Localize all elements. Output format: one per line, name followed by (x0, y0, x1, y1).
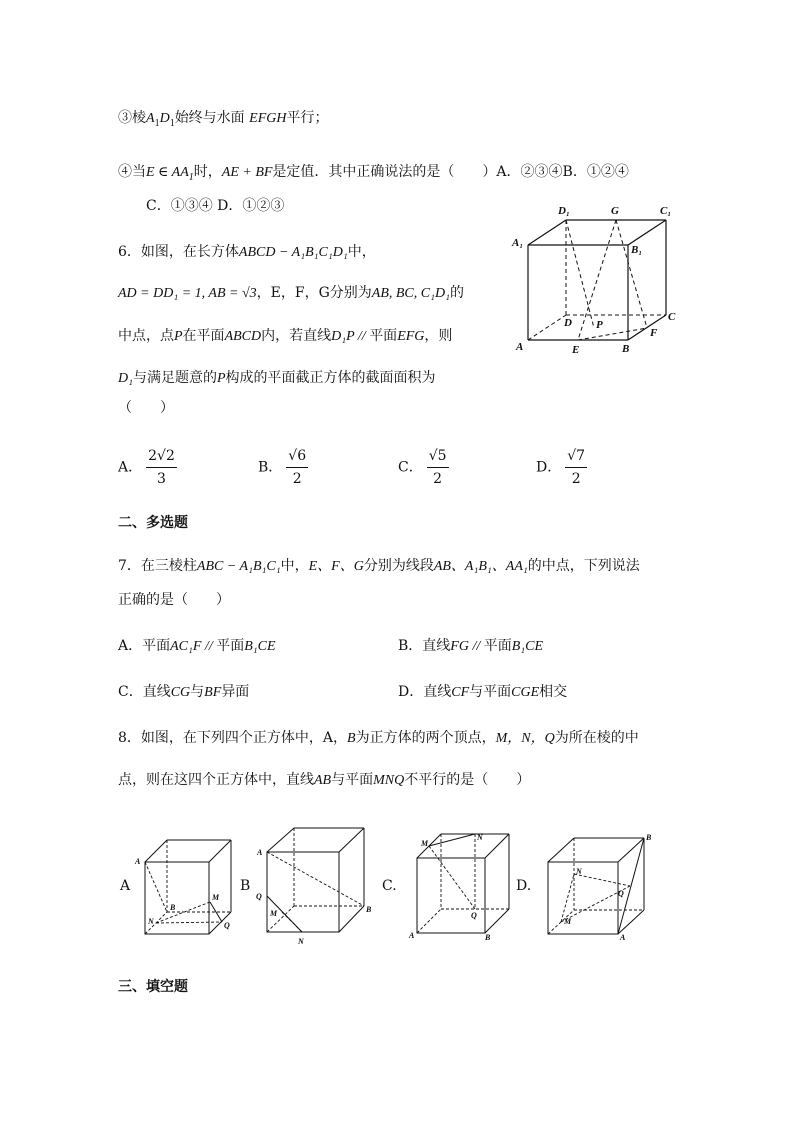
hidden-edge (156, 922, 222, 923)
q6-line2: AD = DD₁ = 1, AB = √3，E，F，G分别为AB, BC, C₁D₁的 (118, 285, 464, 301)
cube-label-d: D. (516, 878, 532, 894)
point-m: M (270, 909, 278, 918)
hidden-edge (417, 909, 441, 933)
q7-line2: 正确的是（ ） (118, 592, 230, 608)
cube-label-b: B (240, 878, 251, 894)
label-b: B (622, 343, 630, 355)
q6-figure (508, 200, 688, 360)
point-b: B (485, 933, 491, 942)
cube-label-c: C. (382, 878, 397, 894)
edge (628, 315, 666, 340)
label-a1: A₁ (512, 237, 524, 249)
point-a: A (135, 857, 141, 866)
hidden-edge (528, 315, 566, 340)
point-a: A (409, 931, 415, 940)
point-q: Q (256, 892, 262, 901)
q7-option-d: D．直线CF与平面CGE相交 (398, 684, 568, 700)
point-b: B (366, 905, 372, 914)
edge (339, 828, 364, 852)
label-c: C (668, 311, 676, 323)
edge (267, 828, 294, 852)
hidden-edge (574, 874, 630, 886)
point-n: N (477, 833, 483, 842)
edge (485, 834, 509, 858)
edge (210, 902, 222, 922)
item-4-cont: C．①③④ D．①②③ (146, 198, 285, 214)
point-n: N (298, 937, 304, 946)
q6-line5: （ ） (118, 400, 174, 416)
front-face (145, 862, 209, 934)
section-fill-in: 三、填空题 (118, 979, 188, 995)
q6-line3: 中点，点P在平面ABCD内，若直线D₁P // 平面EFG，则 (118, 328, 453, 344)
hidden-edge (145, 862, 167, 912)
q6-line1: 6．如图，在长方体ABCD − A₁B₁C₁D₁中， (118, 244, 376, 260)
hidden-edge (566, 220, 594, 328)
label-a: A (516, 341, 524, 353)
point-a: A (257, 848, 263, 857)
edge (485, 909, 509, 933)
point-q: Q (471, 911, 477, 920)
q8-line1: 8．如图，在下列四个正方体中，A，B为正方体的两个顶点，M，N，Q为所在棱的中 (118, 730, 639, 746)
cube-figure-b (252, 822, 377, 952)
point-q: Q (224, 921, 230, 930)
hidden-edge (429, 846, 475, 909)
q7-option-b: B．直线FG // 平面B₁CE (398, 638, 544, 654)
cube-figure-a (130, 830, 245, 940)
q6-option-a: A． $\frac{2√2}{3}$ (118, 448, 175, 487)
cube-label-a: A (120, 878, 131, 894)
label-p: P (596, 319, 603, 331)
item-3: ③棱$A_1D_1$始终与水面 EFGH平行； (118, 110, 329, 129)
label-c1: C₁ (660, 205, 672, 217)
q6-option-d: D． $\frac{√7}{2}$ (536, 448, 586, 487)
point-n: N (148, 917, 154, 926)
label-f: F (650, 327, 658, 339)
q7-option-a: A．平面AC₁F // 平面B₁CE (118, 638, 276, 654)
q8-line2: 点，则在这四个正方体中，直线AB与平面MNQ不平行的是（ ） (118, 772, 531, 788)
cube-figure-d (540, 828, 660, 943)
edge (618, 838, 644, 862)
cube-figure-c (405, 826, 515, 946)
label-d: D (564, 317, 572, 329)
hidden-edge (561, 874, 574, 922)
label-e: E (572, 344, 580, 356)
edge (339, 906, 364, 932)
q7-option-c: C．直线CG与BF异面 (118, 684, 250, 700)
point-q: Q (618, 889, 624, 898)
label-g: G (611, 205, 619, 217)
point-a: A (620, 933, 626, 942)
edge (618, 910, 644, 934)
hidden-edge (267, 852, 364, 906)
point-m: M (421, 839, 429, 848)
edge (548, 838, 574, 862)
point-m: M (212, 893, 220, 902)
front-face (267, 852, 339, 932)
label-b1: B₁ (631, 244, 643, 256)
edge (429, 834, 475, 846)
edge (628, 220, 666, 245)
q6-line4: D₁与满足题意的P构成的平面截正方体的截面面积为 (118, 370, 436, 386)
q7-line1: 7．在三棱柱ABC − A₁B₁C₁中，E、F、G分别为线段AB、A₁B₁、AA₁的中点，下列说法 (118, 558, 640, 574)
section-multiple-choice: 二、多选题 (118, 515, 188, 531)
item-4: ④当E ∈ $AA_1$时，AE + BF是定值．其中正确说法的是（ ）A．②③④B．①②④ (118, 164, 629, 183)
edge (145, 840, 167, 862)
q6-option-b: B． $\frac{√6}{2}$ (258, 448, 307, 487)
label-d1: D₁ (558, 205, 570, 217)
point-b: B (170, 903, 176, 912)
point-b: B (646, 833, 652, 842)
point-m: M (564, 917, 572, 926)
edge (209, 840, 231, 862)
edge (528, 220, 566, 245)
q6-option-c: C． $\frac{√5}{2}$ (398, 448, 447, 487)
edge (618, 838, 644, 934)
point-n: N (576, 867, 582, 876)
